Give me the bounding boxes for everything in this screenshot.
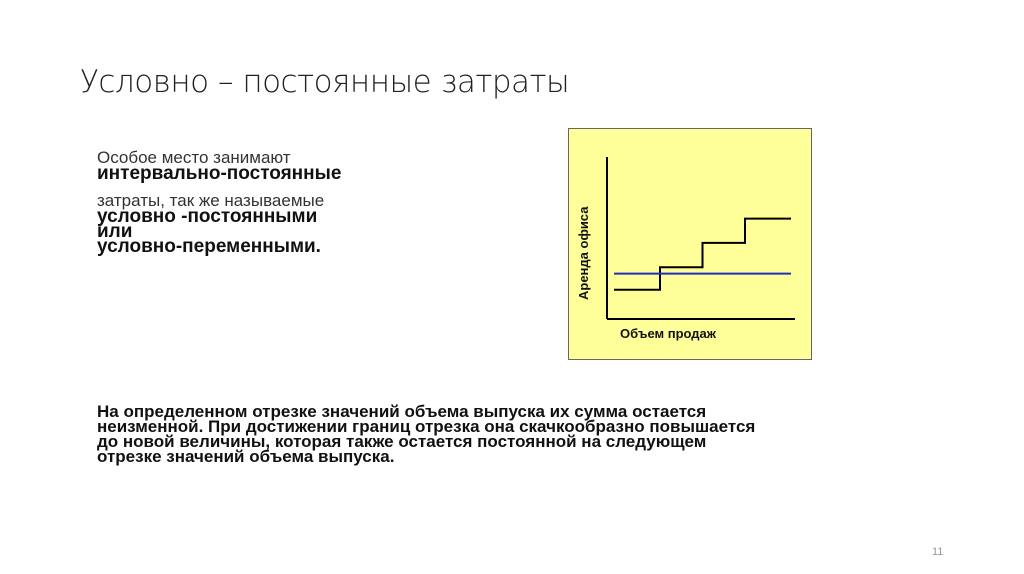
slide-title: Условно – постоянные затраты xyxy=(80,64,570,100)
series-layer xyxy=(614,219,791,290)
paragraph-line-1: На определенном отрезке значений объема выпуска их сумма остается xyxy=(97,402,707,421)
x-axis-label: Объем продаж xyxy=(620,326,716,341)
step-cost-line xyxy=(614,219,791,290)
intro-line-3: затраты, так же называемые xyxy=(97,191,325,210)
y-axis-label: Аренда офиса xyxy=(576,206,591,300)
intro-line-1: Особое место занимают xyxy=(97,148,291,167)
paragraph-line-2: неизменной. При достижении границ отрезка она скачкообразно повышается xyxy=(97,417,756,436)
intro-line-4: условно -постоянными xyxy=(97,206,318,227)
step-cost-chart xyxy=(569,129,811,359)
intro-line-2: интервально-постоянные xyxy=(97,163,342,184)
intro-line-6: условно-переменными. xyxy=(97,236,321,257)
intro-line-5: или xyxy=(97,221,133,242)
paragraph-line-3: до новой величины, которая также остается постоянной на следующем xyxy=(97,432,707,451)
page-number: 11 xyxy=(932,546,944,558)
intro-text xyxy=(97,148,517,257)
explanation-paragraph xyxy=(97,404,957,464)
paragraph-line-4: отрезке значений объема выпуска. xyxy=(97,447,395,466)
